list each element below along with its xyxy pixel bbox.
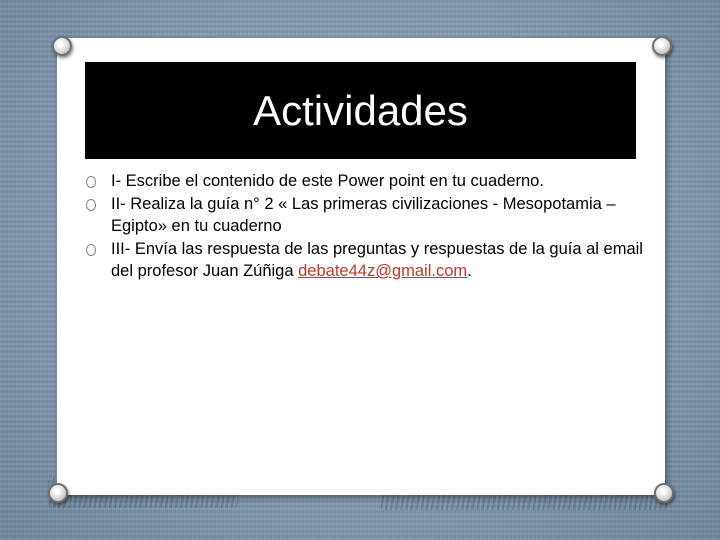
hollow-circle-bullet-icon — [86, 244, 96, 256]
hollow-circle-bullet-icon — [86, 176, 96, 188]
pushpin-icon — [52, 36, 72, 56]
bullet-text: II- Realiza la guía n° 2 « Las primeras civilizaciones - Mesopotamia – Egipto» en tu cuaderno — [111, 194, 616, 235]
bullet-text-end: . — [467, 262, 472, 280]
email-link[interactable]: debate44z@gmail.com — [298, 262, 468, 280]
list-item — [86, 193, 646, 238]
list-item — [86, 170, 646, 193]
pushpin-icon — [652, 36, 672, 56]
pushpin-icon — [48, 483, 68, 503]
bullet-text: III- Envía las respuesta de las preguntas y respuestas de la guía al email del profesor Juan Zúñiga — [111, 239, 643, 280]
list-item — [86, 238, 646, 283]
bullet-text: I- Escribe el contenido de este Power point en tu cuaderno. — [111, 172, 544, 190]
pushpin-icon — [654, 483, 674, 503]
slide-title: Actividades — [253, 86, 468, 134]
title-bar — [85, 62, 636, 159]
hollow-circle-bullet-icon — [86, 199, 96, 211]
activity-list — [86, 170, 646, 283]
